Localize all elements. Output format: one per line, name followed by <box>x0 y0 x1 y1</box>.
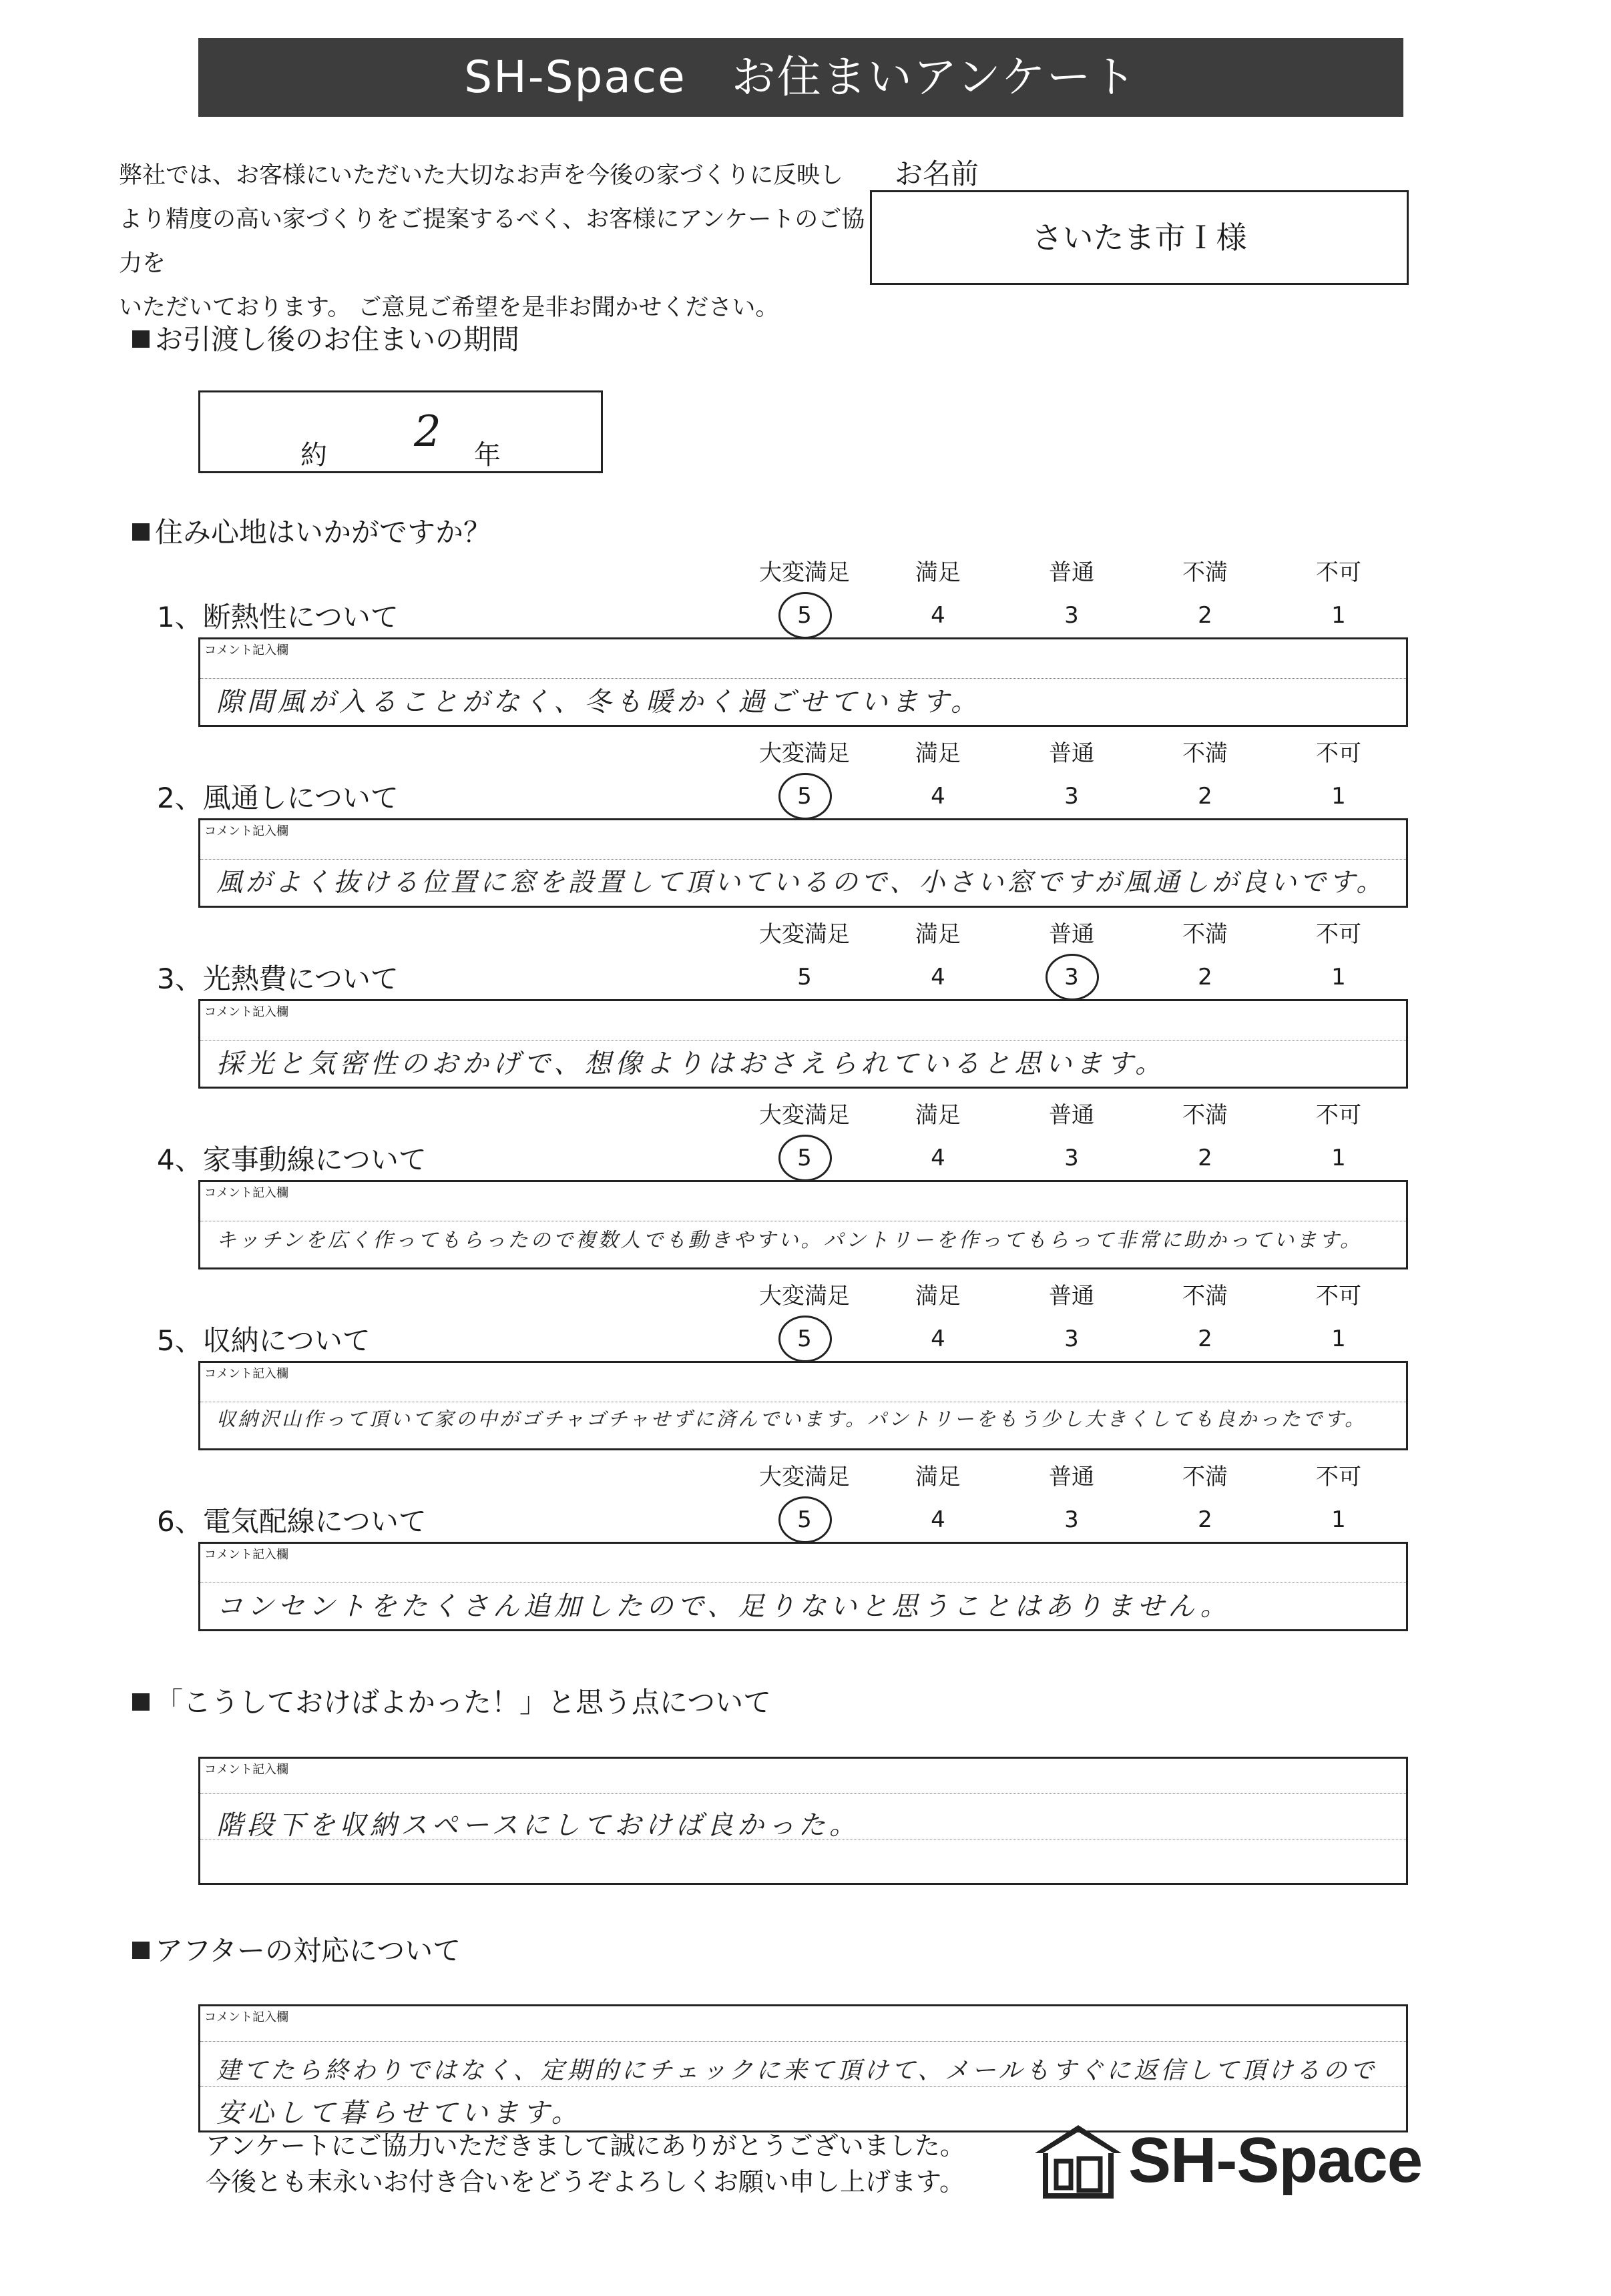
after-heading <box>132 1929 461 1969</box>
rating-number: 4 <box>931 1145 945 1171</box>
rating-option-1[interactable] <box>1279 1505 1399 1534</box>
rating-header: 普通 <box>1049 740 1094 767</box>
rating-header: 不満 <box>1182 921 1228 948</box>
rating-header: 満足 <box>915 1464 961 1490</box>
rating-header: 大変満足 <box>759 1102 850 1129</box>
bullet-square-icon <box>132 523 150 541</box>
rating-number: 5 <box>797 1506 812 1533</box>
period-heading-text: お引渡し後のお住まいの期間 <box>155 323 520 356</box>
rating-number: 1 <box>1331 602 1346 629</box>
comment-box[interactable] <box>198 999 1408 1089</box>
selected-circle-mark <box>778 773 832 820</box>
intro-line-1: 弊社では、お客様にいただいた大切なお声を今後の家づくりに反映し <box>119 162 844 189</box>
after-comment-box[interactable] <box>198 2004 1408 2132</box>
rating-option-4[interactable] <box>878 782 998 811</box>
rating-option-4[interactable] <box>878 1143 998 1173</box>
rating-number: 5 <box>797 602 812 629</box>
dotted-rule <box>200 678 1406 679</box>
rating-number: 4 <box>931 1326 945 1352</box>
comment-label: コメント記入欄 <box>204 824 288 838</box>
rating-header: 大変満足 <box>759 559 850 586</box>
rating-number: 3 <box>1064 1145 1079 1171</box>
rating-number: 5 <box>797 1326 812 1352</box>
rating-number: 4 <box>931 602 945 629</box>
selected-circle-mark <box>778 592 832 639</box>
rating-header: 満足 <box>915 921 961 948</box>
rating-option-1[interactable] <box>1279 1143 1399 1173</box>
comment-box[interactable] <box>198 637 1408 727</box>
bullet-square-icon <box>132 1693 150 1711</box>
rating-option-3[interactable] <box>1011 1324 1132 1354</box>
rating-number: 4 <box>931 783 945 810</box>
rating-option-1[interactable] <box>1279 601 1399 630</box>
rating-number: 1 <box>1331 1506 1346 1533</box>
rating-option-2[interactable] <box>1145 601 1265 630</box>
question-label: 4、家事動線について <box>157 1143 427 1176</box>
rating-number: 2 <box>1198 783 1212 810</box>
rating-number: 2 <box>1198 964 1212 990</box>
question-label: 1、断熱性について <box>157 601 399 633</box>
rating-option-5[interactable] <box>744 601 865 630</box>
company-logo <box>1028 2121 1469 2208</box>
intro-line-2: より精度の高い家づくりをご提案するべく、お客様にアンケートのご協力を <box>119 206 865 277</box>
intro-text <box>119 154 880 330</box>
rating-header: 不可 <box>1316 1102 1361 1129</box>
rating-number: 3 <box>1064 1326 1079 1352</box>
dotted-rule <box>200 859 1406 860</box>
question-label: 2、風通しについて <box>157 782 399 814</box>
rating-option-3[interactable] <box>1011 1143 1132 1173</box>
intro-line-3: いただいております。 ご意見ご希望を是非お聞かせください。 <box>119 294 779 321</box>
rating-header: 満足 <box>915 1102 961 1129</box>
comment-label: コメント記入欄 <box>204 643 288 657</box>
rating-number: 2 <box>1198 1145 1212 1171</box>
dotted-rule <box>200 2086 1406 2087</box>
dotted-rule <box>200 2041 1406 2042</box>
regret-comment-text: 階段下を収納スペースにしておけば良かった。 <box>216 1810 860 1841</box>
rating-number: 3 <box>1064 1506 1079 1533</box>
comment-label: コメント記入欄 <box>204 2010 288 2024</box>
rating-header: 普通 <box>1049 559 1094 586</box>
dotted-rule <box>200 1793 1406 1794</box>
rating-header: 不満 <box>1182 740 1228 767</box>
rating-header: 大変満足 <box>759 921 850 948</box>
name-field[interactable]: さいたま市Ｉ様 <box>870 190 1409 285</box>
rating-header: 不満 <box>1182 1102 1228 1129</box>
rating-option-5[interactable] <box>744 962 865 992</box>
rating-option-2[interactable] <box>1145 1505 1265 1534</box>
rating-header: 満足 <box>915 740 961 767</box>
name-label: お名前 <box>895 158 979 190</box>
period-value: 2 <box>414 407 441 457</box>
rating-number: 5 <box>797 783 812 810</box>
rating-number: 3 <box>1064 602 1079 629</box>
rating-option-2[interactable] <box>1145 1143 1265 1173</box>
footer-line-2: 今後とも末永いお付き合いをどうぞよろしくお願い申し上げます。 <box>206 2167 965 2197</box>
dotted-rule <box>200 1040 1406 1041</box>
after-comment-line-2: 安心して暮らせています。 <box>216 2098 582 2128</box>
comment-text: キッチンを広く作ってもらったので複数人でも動きやすい。パントリーを作ってもらって非常に助かっています。 <box>216 1229 1363 1252</box>
footer-line-1: アンケートにご協力いただきまして誠にありがとうございました。 <box>206 2131 965 2161</box>
period-suffix: 年 <box>474 440 501 471</box>
comment-text: 採光と気密性のおかげで、想像よりはおさえられていると思います。 <box>216 1049 1166 1079</box>
rating-number: 4 <box>931 1506 945 1533</box>
rating-option-4[interactable] <box>878 962 998 992</box>
comment-text: 隙間風が入ることがなく、冬も暖かく過ごせています。 <box>216 687 981 718</box>
rating-header: 普通 <box>1049 1102 1094 1129</box>
selected-circle-mark <box>778 1135 832 1181</box>
regret-heading <box>132 1681 771 1721</box>
comment-label: コメント記入欄 <box>204 1367 288 1381</box>
period-field[interactable] <box>198 390 603 473</box>
rating-option-5[interactable] <box>744 1505 865 1534</box>
comment-box[interactable] <box>198 1180 1408 1269</box>
selected-circle-mark <box>778 1496 832 1543</box>
rating-header: 不可 <box>1316 921 1361 948</box>
rating-number: 2 <box>1198 1326 1212 1352</box>
rating-header: 普通 <box>1049 1283 1094 1310</box>
rating-header: 不満 <box>1182 1464 1228 1490</box>
regret-heading-text: 「こうしておけばよかった！」と思う点について <box>155 1686 772 1719</box>
rating-option-2[interactable] <box>1145 1324 1265 1354</box>
comment-box[interactable] <box>198 1361 1408 1450</box>
rating-option-3[interactable] <box>1011 782 1132 811</box>
bullet-square-icon <box>132 1942 150 1959</box>
rating-number: 2 <box>1198 602 1212 629</box>
rating-header: 不満 <box>1182 1283 1228 1310</box>
rating-option-5[interactable] <box>744 782 865 811</box>
rating-option-2[interactable] <box>1145 962 1265 992</box>
rating-header: 不可 <box>1316 559 1361 586</box>
after-comment-line-1: 建てたら終わりではなく、定期的にチェックに来て頂けて、メールもすぐに返信して頂けるので <box>216 2057 1377 2084</box>
house-logo-icon <box>1028 2121 1128 2201</box>
rating-header: 不可 <box>1316 1283 1361 1310</box>
comment-box[interactable] <box>198 818 1408 908</box>
rating-header: 満足 <box>915 1283 961 1310</box>
rating-option-4[interactable] <box>878 1324 998 1354</box>
rating-number: 1 <box>1331 964 1346 990</box>
bullet-square-icon <box>132 330 150 348</box>
period-heading <box>132 318 519 358</box>
rating-option-1[interactable] <box>1279 1324 1399 1354</box>
rating-number: 2 <box>1198 1506 1212 1533</box>
comfort-heading <box>132 511 491 551</box>
rating-option-1[interactable] <box>1279 962 1399 992</box>
rating-option-4[interactable] <box>878 1505 998 1534</box>
rating-option-3[interactable] <box>1011 962 1132 992</box>
comment-label: コメント記入欄 <box>204 1005 288 1019</box>
period-prefix: 約 <box>300 440 327 471</box>
rating-header: 大変満足 <box>759 740 850 767</box>
comment-box[interactable] <box>198 1542 1408 1631</box>
footer-message <box>206 2128 965 2200</box>
rating-option-5[interactable] <box>744 1324 865 1354</box>
rating-number: 1 <box>1331 783 1346 810</box>
rating-number: 1 <box>1331 1326 1346 1352</box>
question-label: 6、電気配線について <box>157 1505 427 1538</box>
after-heading-text: アフターの対応について <box>155 1934 461 1967</box>
rating-header: 不可 <box>1316 1464 1361 1490</box>
rating-number: 1 <box>1331 1145 1346 1171</box>
rating-header: 大変満足 <box>759 1464 850 1490</box>
rating-header: 大変満足 <box>759 1283 850 1310</box>
rating-number: 3 <box>1064 783 1079 810</box>
rating-number: 5 <box>797 964 812 990</box>
comfort-heading-text: 住み心地はいかがですか？ <box>155 516 492 549</box>
rating-option-4[interactable] <box>878 601 998 630</box>
rating-number: 3 <box>1064 964 1079 990</box>
rating-number: 5 <box>797 1145 812 1171</box>
rating-header: 不可 <box>1316 740 1361 767</box>
logo-text: SH-Space <box>1128 2124 1423 2196</box>
page-title: SH-Space お住まいアンケート <box>198 38 1403 117</box>
question-label: 3、光熱費について <box>157 962 399 995</box>
rating-option-3[interactable] <box>1011 1505 1132 1534</box>
regret-comment-box[interactable] <box>198 1757 1408 1885</box>
comment-text: 収納沢山作って頂いて家の中がゴチャゴチャせずに済んでいます。パントリーをもう少し大きくしても良かったです。 <box>216 1408 1367 1430</box>
question-label: 5、収納について <box>157 1324 371 1357</box>
selected-circle-mark <box>1046 954 1099 1000</box>
comment-text: コンセントをたくさん追加したので、足りないと思うことはありません。 <box>216 1591 1231 1622</box>
comment-label: コメント記入欄 <box>204 1548 288 1562</box>
rating-header: 満足 <box>915 559 961 586</box>
comment-text: 風がよく抜ける位置に窓を設置して頂いているので、小さい窓ですが風通しが良いです。 <box>216 868 1386 898</box>
rating-option-5[interactable] <box>744 1143 865 1173</box>
comment-label: コメント記入欄 <box>204 1763 288 1777</box>
rating-header: 不満 <box>1182 559 1228 586</box>
comment-label: コメント記入欄 <box>204 1186 288 1200</box>
rating-header: 普通 <box>1049 921 1094 948</box>
rating-option-1[interactable] <box>1279 782 1399 811</box>
selected-circle-mark <box>778 1316 832 1362</box>
rating-number: 4 <box>931 964 945 990</box>
rating-header: 普通 <box>1049 1464 1094 1490</box>
rating-option-2[interactable] <box>1145 782 1265 811</box>
rating-option-3[interactable] <box>1011 601 1132 630</box>
